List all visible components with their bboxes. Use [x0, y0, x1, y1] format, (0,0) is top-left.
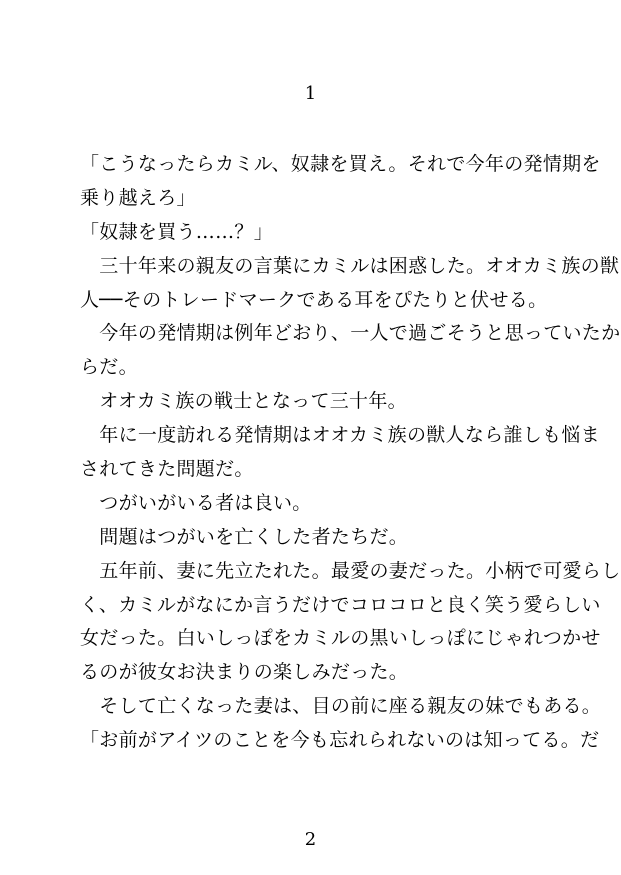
page-number-bottom: 2	[304, 829, 317, 850]
text-line: 五年前、妻に先立たれた。最愛の妻だった。小柄で可愛らし	[80, 559, 621, 582]
text-line: 乗り越えろ」	[80, 186, 196, 209]
text-line: く、カミルがなにか言うだけでコロコロと良く笑う愛らしい	[80, 593, 601, 616]
text-line: つがいがいる者は良い。	[80, 491, 312, 514]
text-line: オオカミ族の戦士となって三十年。	[80, 390, 407, 413]
text-line: 三十年来の親友の言葉にカミルは困惑した。オオカミ族の獣	[80, 254, 620, 277]
text-line: 問題はつがいを亡くした者たちだ。	[80, 525, 409, 548]
text-line: 年に一度訪れる発情期はオオカミ族の獣人なら誰しも悩ま	[80, 424, 600, 447]
page-number-top: 1	[304, 83, 317, 104]
text-line: 「お前がアイツのことを今も忘れられないのは知ってる。だ	[80, 729, 600, 752]
text-line: されてきた問題だ。	[80, 458, 254, 481]
text-line: そして亡くなった妻は、目の前に座る親友の妹でもある。	[80, 695, 602, 718]
text-line: るのが彼女お決まりの楽しみだった。	[80, 661, 409, 684]
text-line: らだ。	[80, 356, 138, 379]
text-line: 「こうなったらカミル、奴隷を買え。それで今年の発情期を	[80, 153, 601, 175]
text-line: 女だった。白いしっぽをカミルの黒いしっぽにじゃれつかせ	[80, 627, 601, 650]
text-line: 今年の発情期は例年どおり、一人で過ごそうと思っていたか	[80, 322, 621, 345]
body-text	[80, 148, 621, 758]
text-line: 「奴隷を買う……？」	[80, 220, 274, 243]
text-line: 人──そのトレードマークである耳をぴたりと伏せる。	[80, 288, 548, 311]
